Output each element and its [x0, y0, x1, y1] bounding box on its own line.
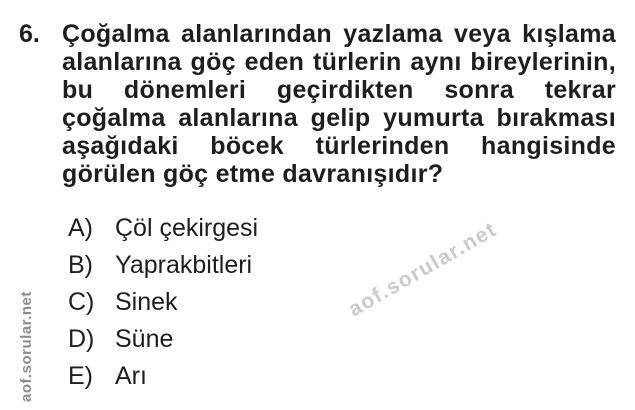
option-label: Süne — [115, 325, 174, 353]
question-text-line: bu dönemleri geçirdikten sonra tekrar — [62, 76, 616, 104]
question-text-line: görülen göç etme davranışıdır? — [62, 160, 444, 188]
question-text-line: çoğalma alanlarına gelip yumurta bırakması — [62, 104, 616, 132]
option-row-a[interactable] — [68, 216, 258, 241]
option-letter: A) — [68, 214, 93, 242]
options-list — [68, 216, 258, 389]
question-text-line: aşağıdaki böcek türlerinden hangisinde — [62, 132, 616, 160]
watermark-diagonal: aof.sorular.net — [344, 217, 501, 322]
option-row-e[interactable] — [68, 364, 258, 389]
option-row-d[interactable] — [68, 327, 258, 352]
option-letter: D) — [68, 325, 95, 353]
option-label: Çöl çekirgesi — [115, 214, 259, 242]
watermark-vertical: aof.sorular.net — [18, 291, 35, 402]
question-text-line: Çoğalma alanlarından yazlama veya kışlama — [62, 20, 616, 48]
option-letter: C) — [68, 288, 95, 316]
question-text — [62, 20, 616, 188]
option-label: Sinek — [115, 288, 178, 316]
option-label: Arı — [115, 362, 147, 390]
option-row-b[interactable] — [68, 253, 258, 278]
option-label: Yaprakbitleri — [115, 251, 253, 279]
question-text-line: alanlarına göç eden türlerin aynı bireylerinin, — [62, 48, 616, 76]
option-letter: E) — [68, 362, 93, 390]
option-row-c[interactable] — [68, 290, 258, 315]
option-letter: B) — [68, 251, 93, 279]
question-number: 6. — [19, 20, 40, 48]
